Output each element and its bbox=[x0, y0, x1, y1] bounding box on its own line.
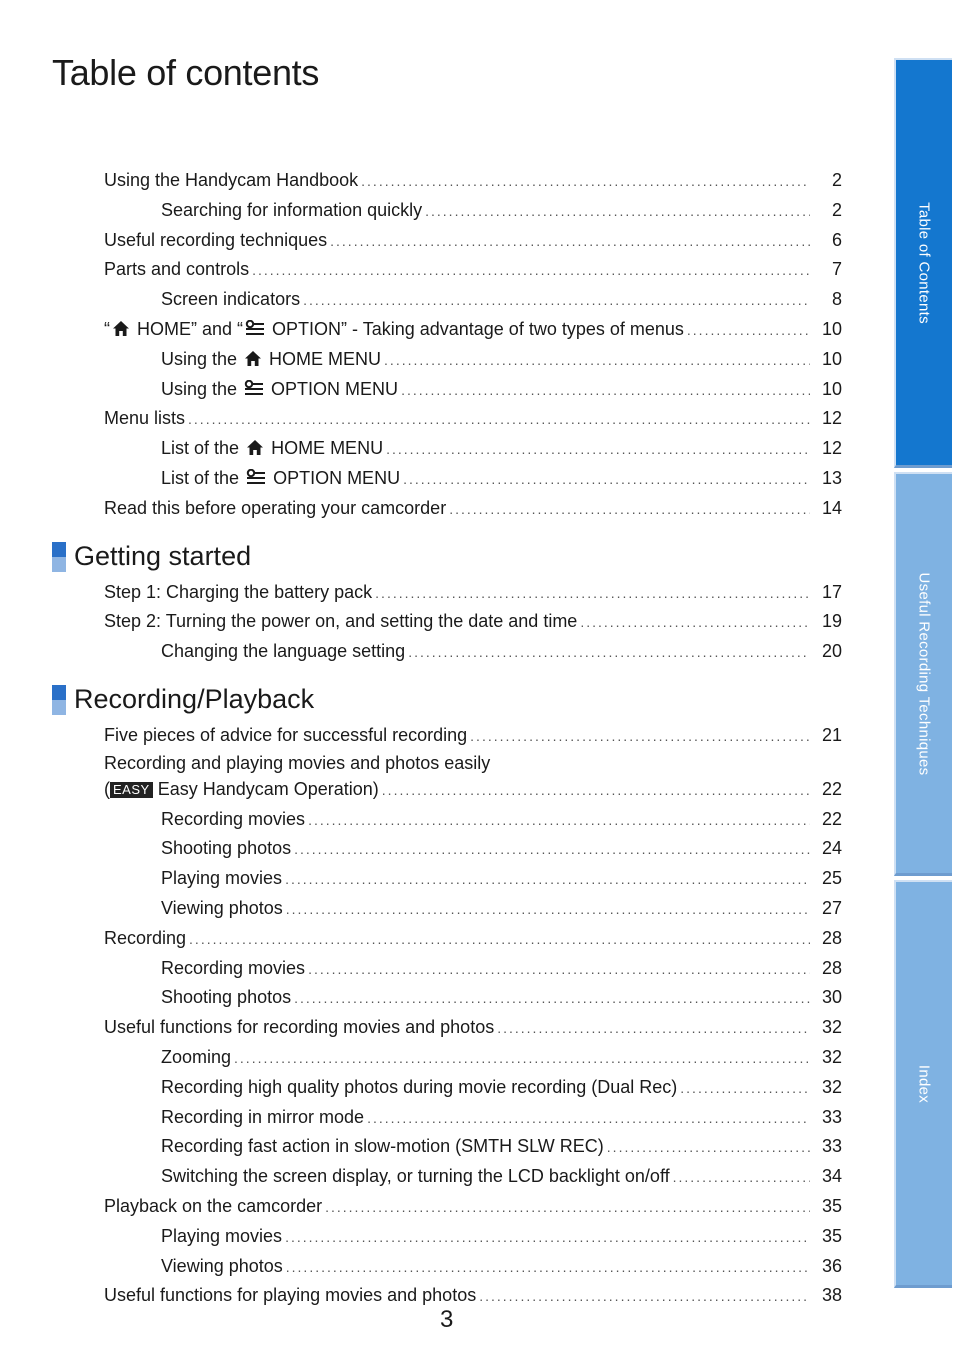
toc-entry-page: 38 bbox=[821, 1285, 842, 1306]
label-before: Using the bbox=[161, 378, 243, 399]
toc-entry[interactable] bbox=[0, 494, 880, 524]
toc-entry-page: 34 bbox=[821, 1166, 842, 1187]
toc-entry-page: 32 bbox=[821, 1017, 842, 1038]
toc-entry-page: 22 bbox=[821, 778, 842, 799]
toc-entry[interactable] bbox=[0, 894, 880, 924]
toc-entry[interactable] bbox=[0, 1162, 880, 1192]
toc-entry-label: Recording bbox=[104, 927, 187, 948]
toc-entry-label bbox=[161, 464, 400, 494]
toc-entry-page: 33 bbox=[821, 1106, 842, 1127]
open-paren: ( bbox=[104, 778, 110, 799]
toc-entry-page: 10 bbox=[821, 378, 842, 399]
dot-leader bbox=[449, 495, 810, 525]
toc-entry[interactable] bbox=[0, 607, 880, 637]
toc-entry[interactable] bbox=[0, 464, 880, 494]
toc-entry-label: Using the Handycam Handbook bbox=[104, 170, 359, 190]
dot-leader bbox=[607, 1133, 810, 1163]
dot-leader bbox=[361, 167, 810, 197]
toc-entry-page: 33 bbox=[821, 1136, 842, 1157]
dot-leader bbox=[308, 955, 810, 985]
toc-entry-page: 2 bbox=[831, 170, 842, 190]
toc-entry[interactable] bbox=[0, 954, 880, 984]
dot-leader bbox=[580, 608, 810, 638]
toc-entry-label: Recording and playing movies and photos easily bbox=[104, 752, 491, 773]
toc-entry-page: 8 bbox=[831, 289, 842, 310]
toc-entry-label: Recording fast action in slow-motion (SMTH SLW REC) bbox=[161, 1136, 604, 1157]
dot-leader bbox=[375, 579, 810, 609]
toc-entry-label: Viewing photos bbox=[161, 897, 283, 918]
label-after: OPTION MENU bbox=[266, 378, 399, 399]
dot-leader bbox=[308, 806, 810, 836]
toc-entry[interactable] bbox=[0, 226, 880, 256]
toc-entry[interactable] bbox=[0, 1013, 880, 1043]
toc-entry-page: 25 bbox=[821, 868, 842, 889]
option-icon bbox=[245, 320, 265, 337]
toc-entry[interactable] bbox=[0, 285, 880, 315]
toc-entry-label: Recording in mirror mode bbox=[161, 1106, 365, 1127]
toc-entry[interactable] bbox=[0, 166, 880, 196]
dot-leader bbox=[367, 1104, 810, 1134]
label-after: OPTION MENU bbox=[268, 467, 401, 488]
toc-entry-label: Useful recording techniques bbox=[104, 229, 328, 250]
dot-leader bbox=[470, 722, 810, 752]
toc-entry-label: Viewing photos bbox=[161, 1255, 283, 1276]
dot-leader bbox=[188, 405, 810, 435]
label-before: Using the bbox=[161, 348, 243, 369]
toc-entry-label: Useful functions for recording movies and photos bbox=[104, 1017, 495, 1038]
toc-entry[interactable] bbox=[0, 805, 880, 835]
toc-entry-page: 20 bbox=[821, 641, 842, 662]
dot-leader bbox=[252, 256, 810, 286]
dot-leader bbox=[189, 925, 810, 955]
tab-useful-recording-techniques[interactable] bbox=[894, 472, 952, 876]
toc-entry-page: 12 bbox=[821, 438, 842, 459]
dot-leader bbox=[294, 984, 810, 1014]
toc-entry[interactable] bbox=[0, 864, 880, 894]
toc-entry-page: 19 bbox=[821, 611, 842, 632]
home-icon bbox=[244, 350, 262, 367]
section-heading-getting-started bbox=[0, 538, 880, 576]
toc-entry-label: Five pieces of advice for successful recording bbox=[104, 724, 468, 745]
label-before: List of the bbox=[161, 467, 245, 488]
toc-entry-label: Shooting photos bbox=[161, 838, 292, 859]
toc-entry-label bbox=[104, 315, 684, 345]
toc-entry-page: 28 bbox=[821, 957, 842, 978]
section-marker bbox=[52, 685, 66, 715]
dot-leader bbox=[386, 435, 810, 465]
dot-leader bbox=[285, 1223, 810, 1253]
toc-entry[interactable] bbox=[0, 1073, 880, 1103]
toc-entry-page: 10 bbox=[821, 318, 842, 339]
dot-leader bbox=[425, 197, 810, 227]
toc-entry[interactable] bbox=[0, 834, 880, 864]
label-before: List of the bbox=[161, 438, 245, 459]
toc-entry-page: 14 bbox=[821, 497, 842, 518]
dot-leader bbox=[497, 1014, 810, 1044]
toc-entry-label: Searching for information quickly bbox=[161, 199, 423, 220]
toc-entry-label bbox=[161, 345, 381, 375]
toc-entry-page: 35 bbox=[821, 1225, 842, 1246]
dot-leader bbox=[285, 865, 810, 895]
tab-label: Index bbox=[915, 1064, 933, 1103]
home-icon bbox=[246, 439, 264, 456]
tab-table-of-contents[interactable] bbox=[894, 58, 952, 468]
toc-entry-page: 32 bbox=[821, 1046, 842, 1067]
section-heading-recording-playback bbox=[0, 681, 880, 719]
toc-entry-label: Screen indicators bbox=[161, 289, 301, 310]
option-icon bbox=[246, 469, 266, 486]
toc-entry-label: Menu lists bbox=[104, 408, 186, 429]
home-text: HOME” and “ bbox=[132, 318, 244, 339]
toc-entry[interactable] bbox=[0, 578, 880, 608]
toc-entry-label: Useful functions for playing movies and photos bbox=[104, 1285, 477, 1306]
toc-entry-label: Playback on the camcorder bbox=[104, 1195, 323, 1216]
label-after: HOME MENU bbox=[264, 348, 382, 369]
toc-entry[interactable] bbox=[0, 983, 880, 1013]
dot-leader bbox=[680, 1074, 810, 1104]
toc-entry-page: 6 bbox=[831, 229, 842, 250]
toc-entry-label: Zooming bbox=[161, 1046, 232, 1067]
toc-entry-label: Parts and controls bbox=[104, 259, 250, 280]
table-of-contents bbox=[0, 166, 880, 1311]
toc-entry[interactable] bbox=[0, 375, 880, 405]
page-number: 3 bbox=[440, 1306, 454, 1333]
toc-entry-page: 12 bbox=[821, 408, 842, 429]
toc-entry-label: Changing the language setting bbox=[161, 641, 406, 662]
dot-leader bbox=[403, 465, 810, 495]
page-title: Table of contents bbox=[52, 52, 320, 93]
home-icon bbox=[112, 320, 130, 337]
toc-entry-label bbox=[161, 375, 398, 405]
toc-entry[interactable] bbox=[0, 721, 880, 751]
toc-entry-page: 10 bbox=[821, 348, 842, 369]
dot-leader bbox=[286, 1253, 810, 1283]
toc-entry-page: 13 bbox=[821, 467, 842, 488]
section-title: Recording/Playback bbox=[74, 684, 315, 715]
dot-leader bbox=[384, 346, 810, 376]
toc-entry[interactable] bbox=[0, 345, 880, 375]
toc-entry-first-line[interactable] bbox=[0, 751, 880, 775]
toc-entry[interactable] bbox=[0, 637, 880, 667]
section-title: Getting started bbox=[74, 541, 252, 572]
toc-entry[interactable] bbox=[0, 924, 880, 954]
toc-entry[interactable] bbox=[0, 196, 880, 226]
toc-entry[interactable] bbox=[0, 1222, 880, 1252]
dot-leader bbox=[325, 1193, 810, 1223]
toc-entry[interactable] bbox=[0, 1252, 880, 1282]
toc-entry-label bbox=[104, 775, 379, 805]
toc-entry[interactable] bbox=[0, 775, 880, 805]
dot-leader bbox=[294, 835, 810, 865]
toc-entry-label: Recording movies bbox=[161, 957, 306, 978]
toc-entry-page: 2 bbox=[831, 199, 842, 220]
toc-entry-label: Read this before operating your camcorder bbox=[104, 497, 447, 518]
dot-leader bbox=[286, 895, 810, 925]
dot-leader bbox=[382, 776, 810, 806]
toc-entry-page: 22 bbox=[821, 808, 842, 829]
toc-entry[interactable] bbox=[0, 1132, 880, 1162]
toc-entry-menus[interactable] bbox=[0, 315, 880, 345]
tab-label: Table of Contents bbox=[915, 201, 933, 324]
toc-entry[interactable] bbox=[0, 1192, 880, 1222]
tab-label: Useful Recording Techniques bbox=[915, 572, 933, 775]
tab-index[interactable] bbox=[894, 880, 952, 1288]
toc-entry-label: Recording movies bbox=[161, 808, 306, 829]
dot-leader bbox=[479, 1282, 810, 1312]
toc-entry-label bbox=[161, 434, 383, 464]
dot-leader bbox=[234, 1044, 810, 1074]
toc-entry-page: 28 bbox=[821, 927, 842, 948]
toc-entry[interactable] bbox=[0, 1103, 880, 1133]
dot-leader bbox=[303, 286, 810, 316]
option-text: OPTION” - Taking advantage of two types of menus bbox=[267, 318, 684, 339]
dot-leader bbox=[687, 316, 810, 346]
toc-entry[interactable] bbox=[0, 404, 880, 434]
toc-entry-label: Recording high quality photos during movie recording (Dual Rec) bbox=[161, 1076, 678, 1097]
label-after: Easy Handycam Operation) bbox=[152, 778, 379, 799]
section-marker bbox=[52, 542, 66, 572]
toc-entry-label: Step 2: Turning the power on, and setting the date and time bbox=[104, 611, 578, 632]
toc-entry-page: 35 bbox=[821, 1195, 842, 1216]
easy-badge: EASY bbox=[110, 782, 153, 798]
dot-leader bbox=[408, 638, 810, 668]
option-icon bbox=[244, 380, 264, 397]
toc-entry[interactable] bbox=[0, 255, 880, 285]
toc-entry-label: Step 1: Charging the battery pack bbox=[104, 581, 373, 602]
toc-entry-label: Playing movies bbox=[161, 868, 283, 889]
toc-entry[interactable] bbox=[0, 434, 880, 464]
toc-entry-page: 27 bbox=[821, 897, 842, 918]
side-tabs bbox=[894, 58, 954, 1292]
dot-leader bbox=[673, 1163, 810, 1193]
toc-entry-label: Shooting photos bbox=[161, 987, 292, 1008]
toc-entry[interactable] bbox=[0, 1043, 880, 1073]
recording-playback-entries bbox=[0, 805, 880, 1312]
toc-entry-page: 24 bbox=[821, 838, 842, 859]
toc-entry-page: 32 bbox=[821, 1076, 842, 1097]
toc-entry-label: Switching the screen display, or turning the LCD backlight on/off bbox=[161, 1166, 670, 1187]
toc-entry-label: Playing movies bbox=[161, 1225, 283, 1246]
toc-entry-page: 36 bbox=[821, 1255, 842, 1276]
toc-entry-page: 21 bbox=[821, 724, 842, 745]
open-quote: “ bbox=[104, 318, 110, 339]
toc-entry-page: 7 bbox=[831, 259, 842, 280]
label-after: HOME MENU bbox=[266, 438, 384, 459]
toc-entry-page: 17 bbox=[821, 581, 842, 602]
dot-leader bbox=[401, 376, 810, 406]
dot-leader bbox=[330, 227, 810, 257]
toc-entry-page: 30 bbox=[821, 987, 842, 1008]
